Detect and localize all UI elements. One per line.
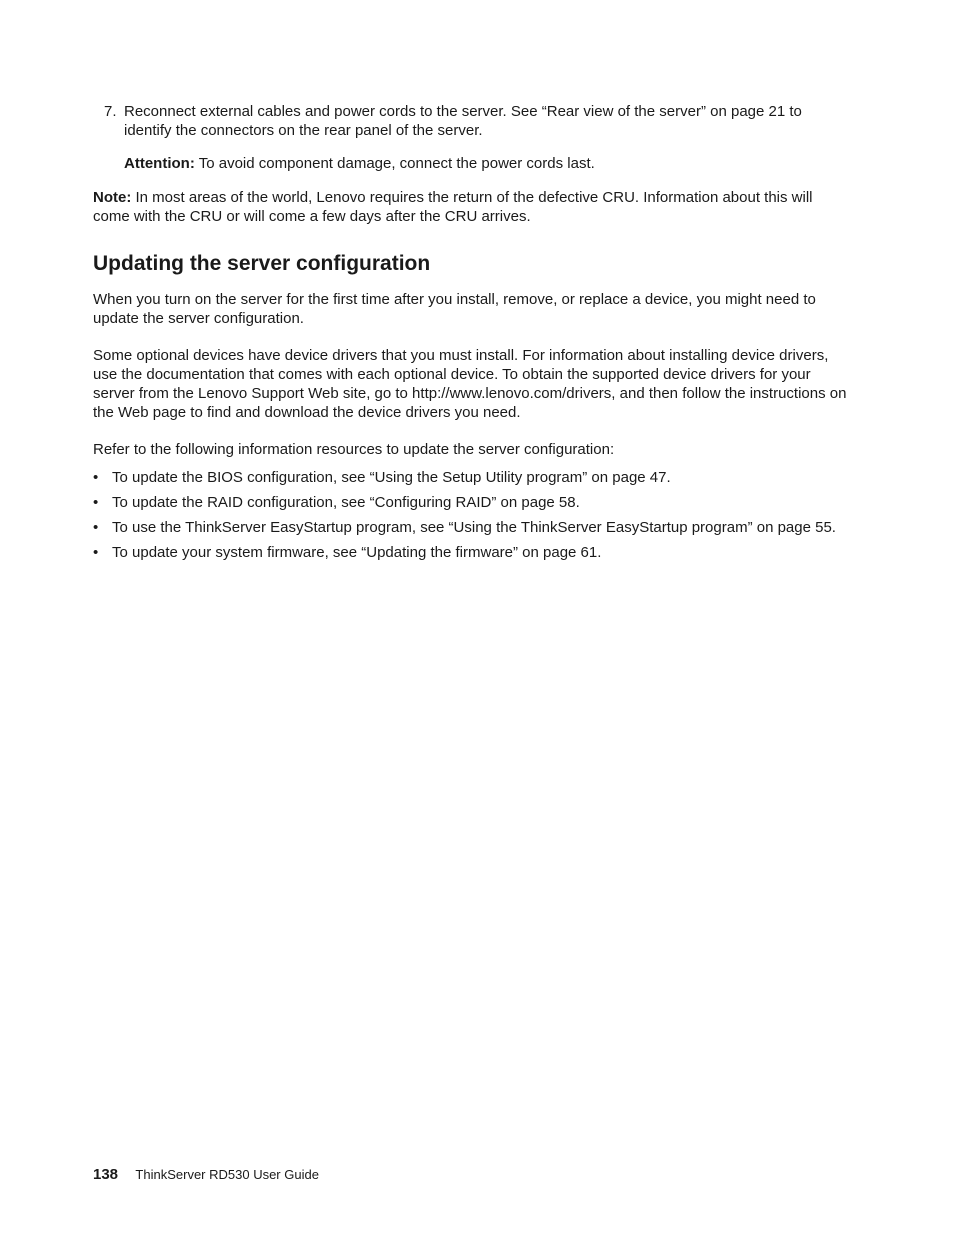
note-label: Note: — [93, 189, 132, 206]
attention-text: To avoid component damage, connect the power cords last. — [198, 155, 595, 172]
bullet-icon: • — [93, 544, 99, 561]
list-item-text: To update the BIOS configuration, see “Using the Setup Utility program” on page 47. — [112, 469, 671, 486]
attention-label: Attention: — [124, 155, 195, 172]
page-footer — [93, 1166, 319, 1184]
list-item-text: To update the RAID configuration, see “Configuring RAID” on page 58. — [112, 494, 580, 511]
section-heading: Updating the server configuration — [93, 252, 431, 275]
list-item — [93, 468, 853, 487]
list-item — [93, 518, 853, 537]
list-item — [93, 493, 853, 512]
list-item-text: To update your system firmware, see “Updating the firmware” on page 61. — [112, 544, 602, 561]
page-content — [93, 102, 853, 568]
document-title: ThinkServer RD530 User Guide — [135, 1167, 319, 1182]
page-number: 138 — [93, 1166, 119, 1183]
note-block — [93, 188, 853, 226]
attention-notice — [93, 154, 853, 173]
paragraph-drivers: Some optional devices have device drivers that you must install. For information about installing device drivers, use the documentation that comes with each optional device. To obtain the supported device drivers for your server from the Lenovo Support Web site, go to http://www.lenovo.com/drivers, and then follow the instructions on the Web page to find and download the device drivers you need. — [93, 347, 847, 421]
paragraph-resources: Refer to the following information resources to update the server configuration: — [93, 441, 615, 458]
resource-list — [93, 468, 853, 562]
note-text: In most areas of the world, Lenovo requires the return of the defective CRU. Information about this will come with the CRU or will come a few days after the CRU arrives. — [93, 189, 813, 225]
bullet-icon: • — [93, 519, 99, 536]
step-text: Reconnect external cables and power cords to the server. See “Rear view of the server” on page 21 to identify the connectors on the rear panel of the server. — [124, 103, 802, 139]
bullet-icon: • — [93, 469, 99, 486]
step-7 — [93, 102, 853, 140]
bullet-icon: • — [93, 494, 99, 511]
list-item-text: To use the ThinkServer EasyStartup program, see “Using the ThinkServer EasyStartup program” on page 55. — [112, 519, 836, 536]
list-item — [93, 543, 853, 562]
paragraph-intro: When you turn on the server for the first time after you install, remove, or replace a device, you might need to update the server configuration. — [93, 291, 816, 327]
step-number: 7. — [104, 103, 117, 120]
